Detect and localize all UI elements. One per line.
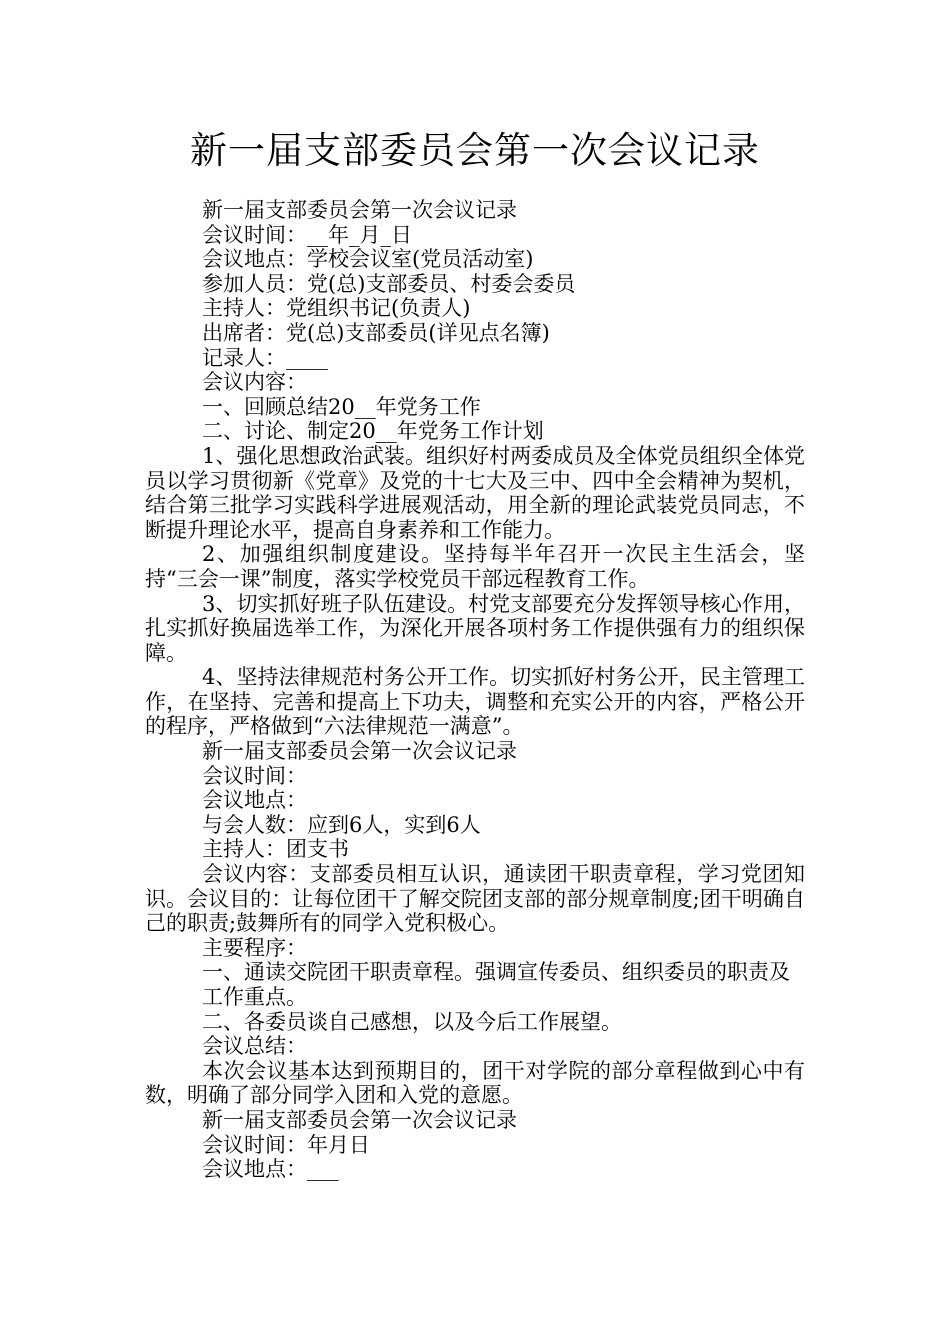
summary-label: 会议总结：: [202, 1034, 307, 1059]
meeting-content-label: 会议内容：: [202, 370, 307, 395]
paragraph: 1、强化思想政治武装。组织好村两委成员及全体党员组织全体党员以学习贯彻新《党章》及党的十七大及三中、四中全会精神为契机，结合第三批学习实践科学进展观活动，用全新的理论武装党员同志，不断提升理论水平，提高自身素养和工作能力。: [145, 443, 805, 542]
section-heading: 新一届支部委员会第一次会议记录: [202, 1107, 517, 1132]
meeting-location: 会议地点：学校会议室(党员活动室): [202, 247, 534, 272]
procedure-label: 主要程序：: [202, 935, 307, 960]
section-heading: 新一届支部委员会第一次会议记录: [202, 739, 517, 764]
agenda-item: 二、讨论、制定20__年党务工作计划: [202, 419, 544, 444]
recorder: 记录人：____: [202, 345, 328, 370]
document-title: 新一届支部委员会第一次会议记录: [190, 129, 760, 172]
paragraph: 2、加强组织制度建设。坚持每半年召开一次民主生活会，坚持“三会一课”制度，落实学校党员干部远程教育工作。: [145, 542, 805, 591]
meeting-time: 会议时间：__年_月_日: [202, 222, 412, 247]
paragraph: 本次会议基本达到预期目的，团干对学院的部分章程做到心中有数，明确了部分同学入团和入党的意愿。: [145, 1058, 805, 1108]
meeting-time: 会议时间：年月日: [202, 1132, 370, 1157]
attendees: 参加人员：党(总)支部委员、村委会委员: [202, 271, 576, 296]
paragraph: 会议内容：支部委员相互认识，通读团干职责章程，学习党团知识。会议目的：让每位团干了解交院团支部的部分规章制度;团干明确自己的职责;鼓舞所有的同学入党积极心。: [145, 862, 805, 936]
meeting-location: 会议地点：: [202, 788, 307, 813]
attendance-count: 与会人数：应到6人，实到6人: [202, 812, 481, 837]
list-item: 工作重点。: [202, 985, 307, 1009]
paragraph: 3、切实抓好班子队伍建设。村党支部要充分发挥领导核心作用，扎实抓好换届选举工作，为深化开展各项村务工作提供强有力的组织保障。: [145, 591, 805, 665]
list-item: 二、各委员谈自己感想，以及今后工作展望。: [202, 1009, 622, 1034]
meeting-time: 会议时间：: [202, 763, 307, 788]
paragraph: 一、通读交院团干职责章程。强调宣传委员、组织委员的职责及: [202, 960, 790, 985]
meeting-location: 会议地点：___: [202, 1157, 339, 1182]
agenda-item: 一、回顾总结20__年党务工作: [202, 394, 481, 419]
paragraph: 4、坚持法律规范村务公开工作。切实抓好村务公开，民主管理工作，在坚持、完善和提高上下功夫，调整和充实公开的内容，严格公开的程序，严格做到“六法律规范一满意”。: [145, 665, 805, 739]
host: 主持人：党组织书记(负责人): [202, 296, 471, 321]
present: 出席者：党(总)支部委员(详见点名簿): [202, 320, 550, 345]
host: 主持人：团支书: [202, 837, 349, 862]
section-heading: 新一届支部委员会第一次会议记录: [202, 198, 517, 222]
document-body: [145, 198, 805, 1182]
